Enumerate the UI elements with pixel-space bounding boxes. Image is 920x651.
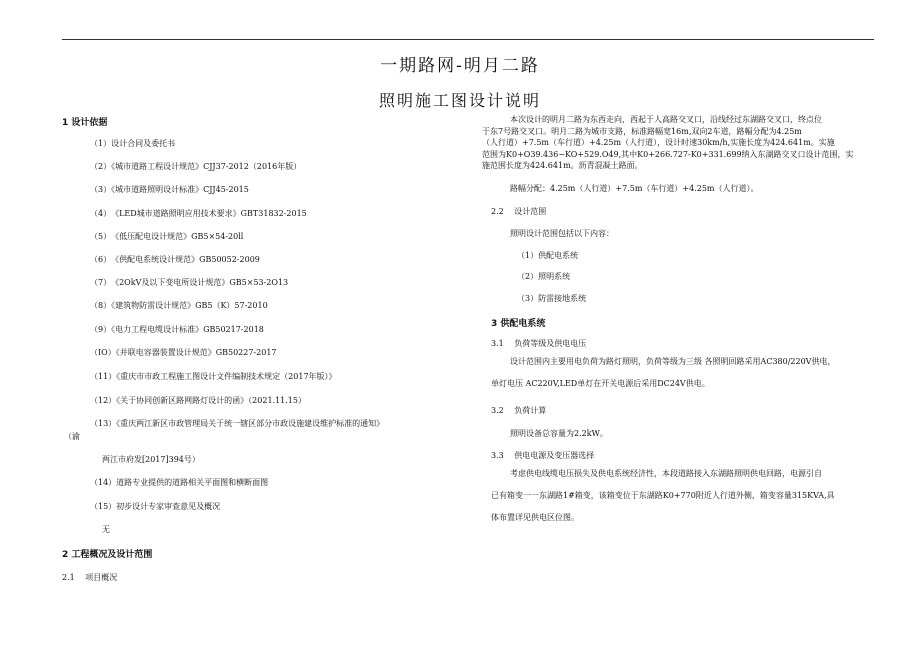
basis-item-wrap: （渝 xyxy=(64,432,80,441)
supply-paragraph xyxy=(491,463,891,529)
subsection-3-2: 3.2 负荷计算 xyxy=(491,406,547,415)
project-overview xyxy=(482,114,882,172)
basis-item: （1）设计合同及委托书 xyxy=(90,139,176,148)
supply-line: 考虑供电线缆电压损失及供电系统经济性，本段道路接入东湖路照明供电回路，电源引自 xyxy=(510,469,822,478)
section-3-heading: 3 供配电系统 xyxy=(491,319,546,329)
basis-item: （5） 《低压配电设计规范》GB5×54-20ll xyxy=(90,232,244,241)
basis-item: （4） 《LED城市道路照明应用技术要求》GBT31832-2015 xyxy=(90,209,307,218)
basis-item: （8）《建筑物防雷设计规范》GB5（K）57-2010 xyxy=(90,301,268,310)
load-line: 设计范围内主要用电负荷为路灯照明，负荷等级为三级 各照明回路采用AC380/220V供电， xyxy=(510,357,836,366)
subsection-3-1: 3.1 负荷等级及供电电压 xyxy=(491,339,587,348)
load-calculation: 照明设备总容量为2.2kW。 xyxy=(510,429,608,438)
section-2-heading: 2 工程概况及设计范围 xyxy=(62,550,153,560)
overview-line: 于东7号路交叉口。明月二路为城市支路，标准路幅宽16m,双向2车道，路幅分配为4.25m xyxy=(482,126,802,136)
basis-item: （7） 《2OkV及以下变电所设计规范》GB5×53-2O13 xyxy=(90,278,289,287)
basis-item: （11）《重庆市市政工程施工图设计文件编制技术规定（2017年版）》 xyxy=(90,372,337,381)
scope-item: （3）防雷接地系统 xyxy=(517,294,587,303)
overview-line: 范围为K0+O39.436~KO+529.O49,其中K0+266.727-K0+331.699纳入东湖路交叉口设计范围，实 xyxy=(482,149,854,159)
scope-item: （1）供配电系统 xyxy=(517,251,579,260)
basis-item: （12）《关于协同创新区路网路灯设计的函》（2021.11.15） xyxy=(90,396,306,405)
basis-item: （14）道路专业提供的道路相关平面图和横断面图 xyxy=(90,478,269,487)
overview-line: 本次设计的明月二路为东西走向，西起于人高路交叉口，沿线经过东湖路交叉口，终点位 xyxy=(510,115,822,124)
document-subtitle: 照明施工图设计说明 xyxy=(378,91,541,110)
basis-item: （3）《城市道路照明设计标准》CJJ45-2015 xyxy=(90,185,249,194)
supply-line: 已有箱变一一东湖路1#箱变，该箱变位于东湖路K0+770附近人行道外侧，箱变容量315KVA,具 xyxy=(491,491,835,500)
load-level-paragraph xyxy=(491,351,891,395)
subsection-2-2: 2.2 设计范围 xyxy=(491,207,547,216)
subsection-3-3: 3.3 供电电源及变压器选择 xyxy=(491,451,595,460)
basis-item: （6） 《供配电系统设计规范》GB50052-2009 xyxy=(90,255,260,264)
scope-intro: 照明设计范围包括以下内容： xyxy=(510,229,614,238)
basis-item: （13）《重庆两江新区市政管理局关于统一辖区部分市政设施建设维护标准的通知》 xyxy=(90,419,385,428)
basis-none: 无 xyxy=(102,525,110,534)
document-title: 一期路网-明月二路 xyxy=(380,56,540,76)
overview-line: 施范围长度为424.641m。沥青混凝土路面。 xyxy=(482,161,643,170)
basis-item-continued: 两江市府发[2017]394号） xyxy=(102,455,200,464)
road-width-allocation: 路幅分配：4.25m（人行道）+7.5m（车行道）+4.25m（人行道）。 xyxy=(510,184,759,193)
supply-line: 体布置详见供电区位图。 xyxy=(491,513,579,522)
basis-item: （IO）《并联电容器装置设计规范》GB50227-2017 xyxy=(90,348,277,357)
overview-line: （人行道）+7.5m（车行道）+4.25m（人行道），设计时速30km/h,实施长度为424.641m。实施 xyxy=(482,138,835,147)
subsection-2-1: 2.1 项目概况 xyxy=(62,573,118,582)
basis-item: （9）《电力工程电缆设计标准》GB50217-2018 xyxy=(90,325,264,334)
basis-item: （2）《城市道路工程设计规范》CJJ37-2012（2016年版） xyxy=(90,162,302,171)
basis-item: （15）初步设计专家审查意见及概况 xyxy=(90,502,221,511)
load-line: 单灯电压 AC220V,LED单灯在开关电源后采用DC24V供电。 xyxy=(491,379,710,388)
scope-item: （2）照明系统 xyxy=(517,272,571,281)
section-1-heading: 1 设计依据 xyxy=(62,118,108,128)
top-rule xyxy=(62,39,874,40)
